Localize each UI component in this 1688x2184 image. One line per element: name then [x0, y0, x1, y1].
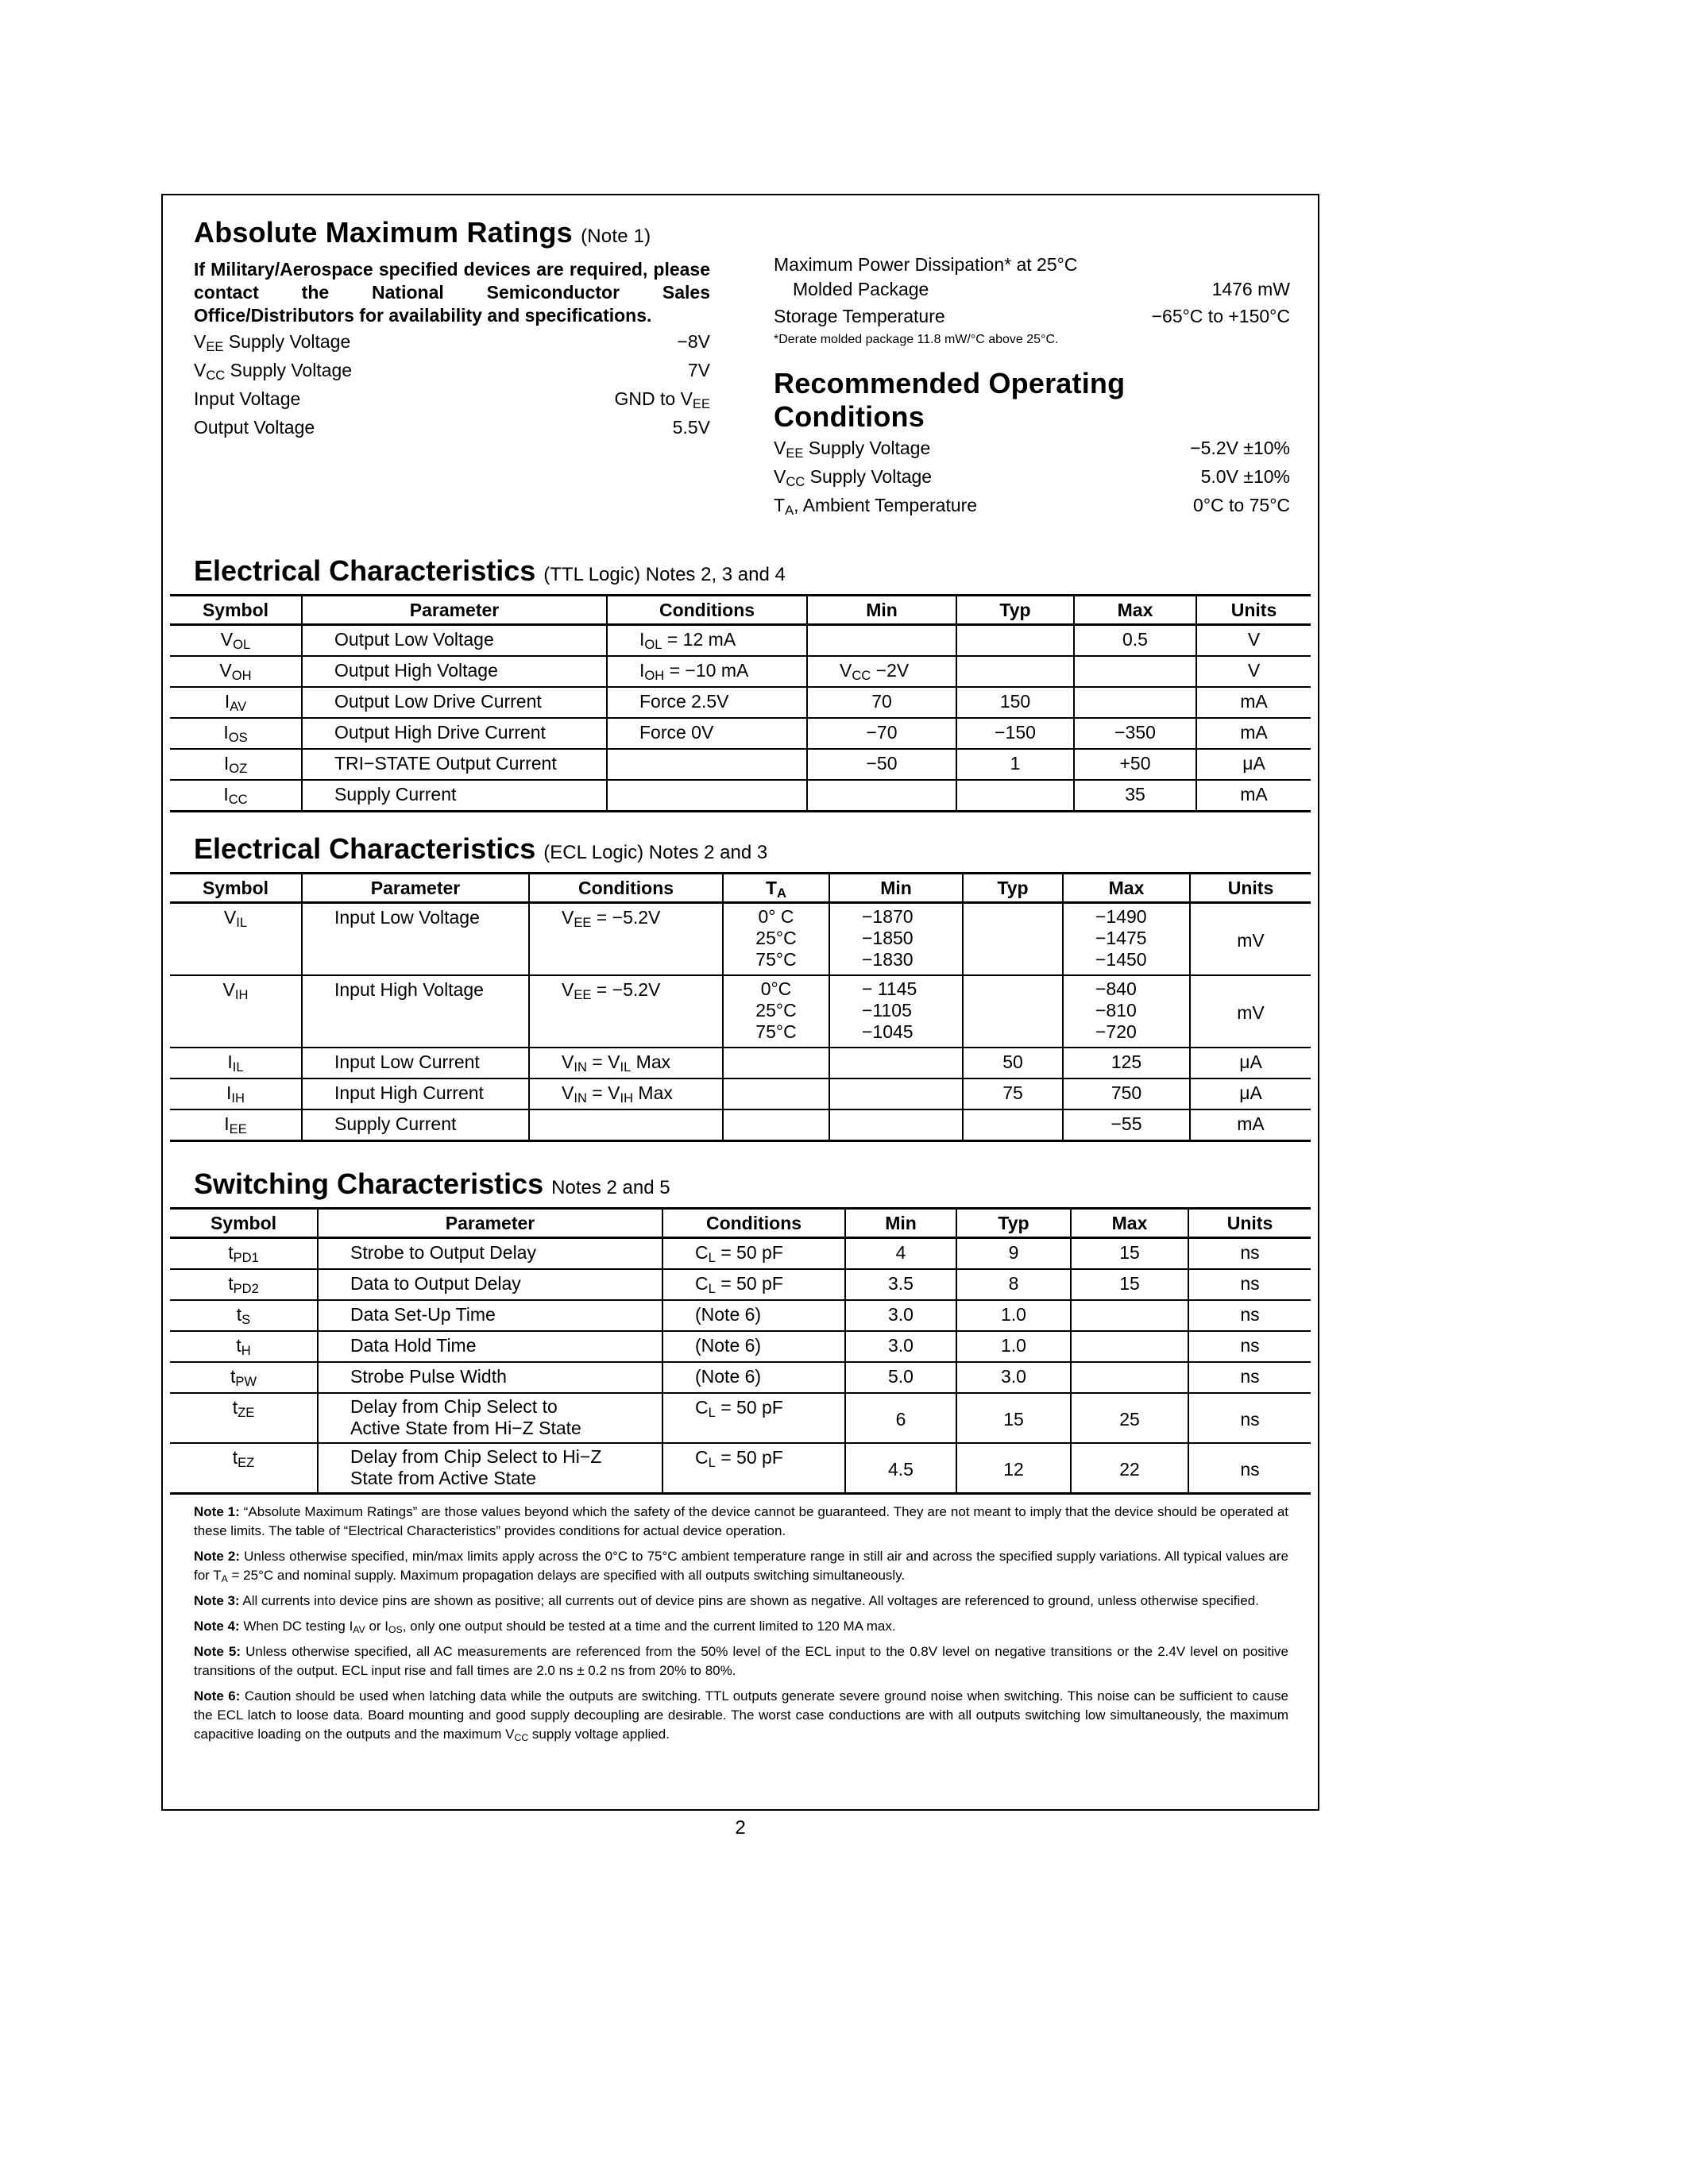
symbol-cell: $I_{IH}$	[170, 1078, 302, 1109]
rating-output-value: 5.5V	[672, 417, 710, 438]
conditions-cell: Force 2.5V	[607, 687, 807, 718]
max-cell: −350	[1074, 718, 1196, 749]
units-cell: ns	[1188, 1238, 1311, 1270]
symbol-cell: $t_S$	[170, 1300, 318, 1331]
ttl-heading	[194, 554, 786, 592]
rating-input-value: GND to $V_{EE}$	[614, 388, 710, 412]
roc-title-line2: Conditions	[774, 400, 925, 433]
roc-vcc-value: 5.0V ±10%	[1200, 466, 1290, 487]
parameter-cell: Output High Voltage	[302, 656, 607, 687]
table-row	[170, 1331, 1311, 1362]
ttl-col-conditions: Conditions	[607, 596, 807, 625]
symbol-cell: $V_{IL}$	[170, 903, 302, 976]
table-row	[170, 780, 1311, 812]
ecl-col-conditions: Conditions	[529, 874, 723, 903]
conditions-cell: $C_L = 50$ pF	[662, 1443, 845, 1494]
typ-cell: 150	[956, 687, 1074, 718]
ta-cell: 0° C 25°C 75°C	[723, 903, 829, 976]
derate-footnote: *Derate molded package 11.8 mW/°C above 25°C.	[774, 333, 1059, 346]
roc-ta-value: 0°C to 75°C	[1193, 495, 1290, 515]
table-row	[170, 1048, 1311, 1078]
units-cell: ns	[1188, 1269, 1311, 1300]
ecl-col-symbol: Symbol	[170, 874, 302, 903]
rating-vee	[194, 327, 710, 356]
min-cell: − 1145 −1105 −1045	[829, 975, 963, 1048]
units-cell: μA	[1190, 1078, 1311, 1109]
rating-storage-value: −65°C to +150°C	[1151, 306, 1290, 326]
ttl-col-parameter: Parameter	[302, 596, 607, 625]
min-cell	[829, 1109, 963, 1141]
ta-cell: 0°C 25°C 75°C	[723, 975, 829, 1048]
sw-col-typ: Typ	[956, 1209, 1071, 1238]
ttl-col-typ: Typ	[956, 596, 1074, 625]
min-cell: 3.0	[845, 1300, 956, 1331]
rating-vcc	[194, 356, 710, 384]
table-row	[170, 656, 1311, 687]
table-row	[170, 903, 1311, 976]
min-cell: −50	[807, 749, 956, 780]
symbol-cell: $t_{ZE}$	[170, 1393, 318, 1443]
roc-title-line1: Recommended Operating	[774, 367, 1126, 399]
table-row	[170, 625, 1311, 657]
notes-section	[194, 1503, 1288, 1750]
sw-header-row	[170, 1209, 1311, 1238]
parameter-cell: Supply Current	[302, 1109, 529, 1141]
rating-input-label: Input Voltage	[194, 388, 301, 409]
max-cell: 125	[1063, 1048, 1190, 1078]
parameter-cell: Output Low Drive Current	[302, 687, 607, 718]
sw-table	[170, 1207, 1311, 1495]
typ-cell	[963, 903, 1063, 976]
military-warning: If Military/Aerospace specified devices are required, please contact the National Semiconductor Sales Office/Distributors for availability and specifications.	[194, 259, 710, 326]
units-cell: ns	[1188, 1362, 1311, 1393]
conditions-cell: $I_{OL} = 12$ mA	[607, 625, 807, 657]
symbol-cell: $V_{OH}$	[170, 656, 302, 687]
min-cell: 3.0	[845, 1331, 956, 1362]
units-cell: mA	[1196, 780, 1311, 812]
rating-output-label: Output Voltage	[194, 417, 315, 438]
ttl-title: Electrical Characteristics	[194, 554, 536, 587]
conditions-cell: $V_{IN} = V_{IL}$ Max	[529, 1048, 723, 1078]
typ-cell: −150	[956, 718, 1074, 749]
rating-storage-label: Storage Temperature	[774, 306, 945, 326]
max-cell	[1074, 687, 1196, 718]
conditions-cell: (Note 6)	[662, 1331, 845, 1362]
rating-power	[774, 253, 1290, 276]
table-row	[170, 1443, 1311, 1494]
roc-ta-label: $T_A$, Ambient Temperature	[774, 495, 978, 519]
right-column	[774, 253, 1290, 519]
symbol-cell: $I_{EE}$	[170, 1109, 302, 1141]
units-cell: μA	[1196, 749, 1311, 780]
sw-note: Notes 2 and 5	[551, 1177, 670, 1198]
ttl-col-min: Min	[807, 596, 956, 625]
units-cell: V	[1196, 656, 1311, 687]
roc-heading	[774, 367, 1290, 434]
units-cell: μA	[1190, 1048, 1311, 1078]
typ-cell: 75	[963, 1078, 1063, 1109]
ecl-col-units: Units	[1190, 874, 1311, 903]
absolute-maximum-ratings	[194, 216, 710, 442]
roc-vee	[774, 434, 1290, 462]
units-cell: mV	[1190, 975, 1311, 1048]
symbol-cell: $t_{PD1}$	[170, 1238, 318, 1270]
note-3: Note 3: All currents into device pins are shown as positive; all currents out of device pins are shown as negative. All voltages are referenced to ground, unless otherwise specified.	[194, 1593, 1259, 1608]
symbol-cell: $t_{PW}$	[170, 1362, 318, 1393]
parameter-cell: Output Low Voltage	[302, 625, 607, 657]
max-cell: +50	[1074, 749, 1196, 780]
conditions-cell	[607, 780, 807, 812]
note-5: Note 5: Unless otherwise specified, all AC measurements are referenced from the 50% level of the ECL input to the 0.8V level on negative transitions or the 2.4V level on positive transitions of the output. ECL input rise and fall times are 2.0 ns ± 0.2 ns from 20% to 80%.	[194, 1644, 1289, 1678]
symbol-cell: $I_{AV}$	[170, 687, 302, 718]
conditions-cell: $V_{IN} = V_{IH}$ Max	[529, 1078, 723, 1109]
min-cell	[807, 780, 956, 812]
ecl-heading	[194, 832, 767, 870]
typ-cell: 3.0	[956, 1362, 1071, 1393]
units-cell: mA	[1196, 687, 1311, 718]
rating-power-label: Maximum Power Dissipation* at 25°C	[774, 254, 1078, 275]
symbol-cell: $t_{PD2}$	[170, 1269, 318, 1300]
roc-vcc-label: $V_{CC}$ Supply Voltage	[774, 466, 933, 490]
units-cell: mA	[1196, 718, 1311, 749]
typ-cell	[963, 975, 1063, 1048]
roc-ta	[774, 491, 1290, 519]
parameter-cell: Input High Current	[302, 1078, 529, 1109]
max-cell: −1490 −1475 −1450	[1063, 903, 1190, 976]
min-cell	[807, 625, 956, 657]
roc-vee-value: −5.2V ±10%	[1190, 438, 1290, 458]
rating-storage	[774, 302, 1290, 330]
ecl-col-min: Min	[829, 874, 963, 903]
max-cell: −840 −810 −720	[1063, 975, 1190, 1048]
symbol-cell: $V_{IH}$	[170, 975, 302, 1048]
ecl-note: (ECL Logic) Notes 2 and 3	[543, 842, 768, 863]
typ-cell: 1	[956, 749, 1074, 780]
max-cell	[1074, 656, 1196, 687]
ttl-header-row	[170, 596, 1311, 625]
table-row	[170, 718, 1311, 749]
parameter-cell: Supply Current	[302, 780, 607, 812]
rating-vcc-label: $V_{CC}$ Supply Voltage	[194, 360, 353, 384]
typ-cell	[956, 656, 1074, 687]
symbol-cell: $I_{IL}$	[170, 1048, 302, 1078]
conditions-cell: $C_L = 50$ pF	[662, 1269, 845, 1300]
parameter-cell: Strobe Pulse Width	[318, 1362, 662, 1393]
rating-molded	[774, 276, 1290, 302]
symbol-cell: $I_{OZ}$	[170, 749, 302, 780]
parameter-cell: Data to Output Delay	[318, 1269, 662, 1300]
table-row	[170, 1238, 1311, 1270]
typ-cell: 9	[956, 1238, 1071, 1270]
min-cell	[829, 1078, 963, 1109]
symbol-cell: $I_{OS}$	[170, 718, 302, 749]
typ-cell: 1.0	[956, 1300, 1071, 1331]
note-1: Note 1: “Absolute Maximum Ratings” are those values beyond which the safety of the device cannot be guaranteed. They are not meant to imply that the device should be operated at these limits. The table of “Electrical Characteristics” provides conditions for actual device operation.	[194, 1504, 1288, 1538]
parameter-cell: Data Set-Up Time	[318, 1300, 662, 1331]
max-cell: 35	[1074, 780, 1196, 812]
rating-input	[194, 384, 710, 413]
ecl-col-ta: $T_A$	[723, 874, 829, 903]
ttl-col-units: Units	[1196, 596, 1311, 625]
table-row	[170, 1362, 1311, 1393]
note-4: Note 4: When DC testing $I_{AV}$ or $I_{OS}$, only one output should be tested at a time and the current limited to 120 MA max.	[194, 1619, 896, 1636]
ttl-col-symbol: Symbol	[170, 596, 302, 625]
sw-col-max: Max	[1071, 1209, 1188, 1238]
typ-cell: 1.0	[956, 1331, 1071, 1362]
symbol-cell: $V_{OL}$	[170, 625, 302, 657]
symbol-cell: $t_H$	[170, 1331, 318, 1362]
max-cell: 25	[1071, 1393, 1188, 1443]
conditions-cell: $I_{OH} = -10$ mA	[607, 656, 807, 687]
rating-output	[194, 413, 710, 442]
min-cell: 6	[845, 1393, 956, 1443]
conditions-cell	[607, 749, 807, 780]
rating-molded-label: Molded Package	[793, 279, 929, 299]
units-cell: ns	[1188, 1443, 1311, 1494]
max-cell	[1071, 1331, 1188, 1362]
ta-cell	[723, 1109, 829, 1141]
roc-vcc	[774, 462, 1290, 491]
units-cell: ns	[1188, 1331, 1311, 1362]
max-cell: 750	[1063, 1078, 1190, 1109]
units-cell: V	[1196, 625, 1311, 657]
amr-title: Absolute Maximum Ratings	[194, 216, 573, 249]
conditions-cell: $V_{EE} = -5.2V$	[529, 975, 723, 1048]
min-cell: 5.0	[845, 1362, 956, 1393]
parameter-cell: Delay from Chip Select to Active State from Hi−Z State	[318, 1393, 662, 1443]
sw-col-symbol: Symbol	[170, 1209, 318, 1238]
parameter-cell: Input Low Current	[302, 1048, 529, 1078]
parameter-cell: TRI−STATE Output Current	[302, 749, 607, 780]
ta-cell	[723, 1078, 829, 1109]
min-cell: 70	[807, 687, 956, 718]
conditions-cell: $V_{EE} = -5.2V$	[529, 903, 723, 976]
sw-heading	[194, 1167, 670, 1205]
units-cell: mV	[1190, 903, 1311, 976]
parameter-cell: Input High Voltage	[302, 975, 529, 1048]
rating-vee-value: −8V	[677, 331, 710, 352]
conditions-cell	[529, 1109, 723, 1141]
max-cell: 15	[1071, 1238, 1188, 1270]
typ-cell: 50	[963, 1048, 1063, 1078]
min-cell	[829, 1048, 963, 1078]
min-cell: $V_{CC} -2V$	[807, 656, 956, 687]
min-cell: −1870 −1850 −1830	[829, 903, 963, 976]
min-cell: 3.5	[845, 1269, 956, 1300]
parameter-cell: Strobe to Output Delay	[318, 1238, 662, 1270]
parameter-cell: Data Hold Time	[318, 1331, 662, 1362]
max-cell: 0.5	[1074, 625, 1196, 657]
max-cell: 22	[1071, 1443, 1188, 1494]
table-row	[170, 1078, 1311, 1109]
typ-cell: 15	[956, 1393, 1071, 1443]
ecl-col-typ: Typ	[963, 874, 1063, 903]
ecl-table	[170, 872, 1311, 1142]
typ-cell	[956, 625, 1074, 657]
note-6: Note 6: Caution should be used when latching data while the outputs are switching. TTL outputs generate severe ground noise when switching. This noise can be sufficient to cause the ECL latch to loose data. Board mounting and good supply decoupling are desirable. The worst case conductions are with all outputs switching low simultaneously, the maximum capacitive loading on the outputs and the maximum $V_{CC}$ supply voltage applied.	[194, 1688, 1288, 1744]
ecl-title: Electrical Characteristics	[194, 832, 536, 865]
table-row	[170, 1109, 1311, 1141]
max-cell	[1071, 1300, 1188, 1331]
table-row	[170, 749, 1311, 780]
sw-col-conditions: Conditions	[662, 1209, 845, 1238]
typ-cell	[956, 780, 1074, 812]
units-cell: mA	[1190, 1109, 1311, 1141]
page-number: 2	[735, 1817, 746, 1839]
max-cell: 15	[1071, 1269, 1188, 1300]
conditions-cell: $C_L = 50$ pF	[662, 1238, 845, 1270]
rating-vee-label: $V_{EE}$ Supply Voltage	[194, 331, 351, 355]
units-cell: ns	[1188, 1300, 1311, 1331]
note-2: Note 2: Unless otherwise specified, min/max limits apply across the 0°C to 75°C ambient temperature range in still air and across the specified supply variations. All typical values are for $T_A = 25^\circ C$ and nominal supply. Maximum propagation delays are specified with all outputs switching simultaneously.	[194, 1549, 1288, 1585]
conditions-cell: (Note 6)	[662, 1300, 845, 1331]
sw-col-parameter: Parameter	[318, 1209, 662, 1238]
conditions-cell: $C_L = 50$ pF	[662, 1393, 845, 1443]
max-cell: −55	[1063, 1109, 1190, 1141]
table-row	[170, 1269, 1311, 1300]
roc-vee-label: $V_{EE}$ Supply Voltage	[774, 438, 931, 461]
parameter-cell: Input Low Voltage	[302, 903, 529, 976]
ecl-col-max: Max	[1063, 874, 1190, 903]
table-row	[170, 687, 1311, 718]
ta-cell	[723, 1048, 829, 1078]
conditions-cell: Force 0V	[607, 718, 807, 749]
ttl-table	[170, 594, 1311, 812]
ecl-header-row	[170, 874, 1311, 903]
ecl-col-parameter: Parameter	[302, 874, 529, 903]
units-cell: ns	[1188, 1393, 1311, 1443]
rating-molded-value: 1476 mW	[1211, 279, 1290, 299]
ttl-note: (TTL Logic) Notes 2, 3 and 4	[543, 564, 786, 585]
ttl-col-max: Max	[1074, 596, 1196, 625]
sw-col-min: Min	[845, 1209, 956, 1238]
table-row	[170, 1300, 1311, 1331]
symbol-cell: $I_{CC}$	[170, 780, 302, 812]
table-row	[170, 975, 1311, 1048]
table-row	[170, 1393, 1311, 1443]
conditions-cell: (Note 6)	[662, 1362, 845, 1393]
sw-col-units: Units	[1188, 1209, 1311, 1238]
min-cell: 4.5	[845, 1443, 956, 1494]
typ-cell: 12	[956, 1443, 1071, 1494]
amr-heading	[194, 216, 710, 253]
parameter-cell: Output High Drive Current	[302, 718, 607, 749]
typ-cell: 8	[956, 1269, 1071, 1300]
amr-note: (Note 1)	[581, 226, 651, 247]
parameter-cell: Delay from Chip Select to Hi−Z State from Active State	[318, 1443, 662, 1494]
symbol-cell: $t_{EZ}$	[170, 1443, 318, 1494]
typ-cell	[963, 1109, 1063, 1141]
sw-title: Switching Characteristics	[194, 1167, 544, 1200]
rating-vcc-value: 7V	[687, 360, 710, 380]
max-cell	[1071, 1362, 1188, 1393]
min-cell: −70	[807, 718, 956, 749]
min-cell: 4	[845, 1238, 956, 1270]
